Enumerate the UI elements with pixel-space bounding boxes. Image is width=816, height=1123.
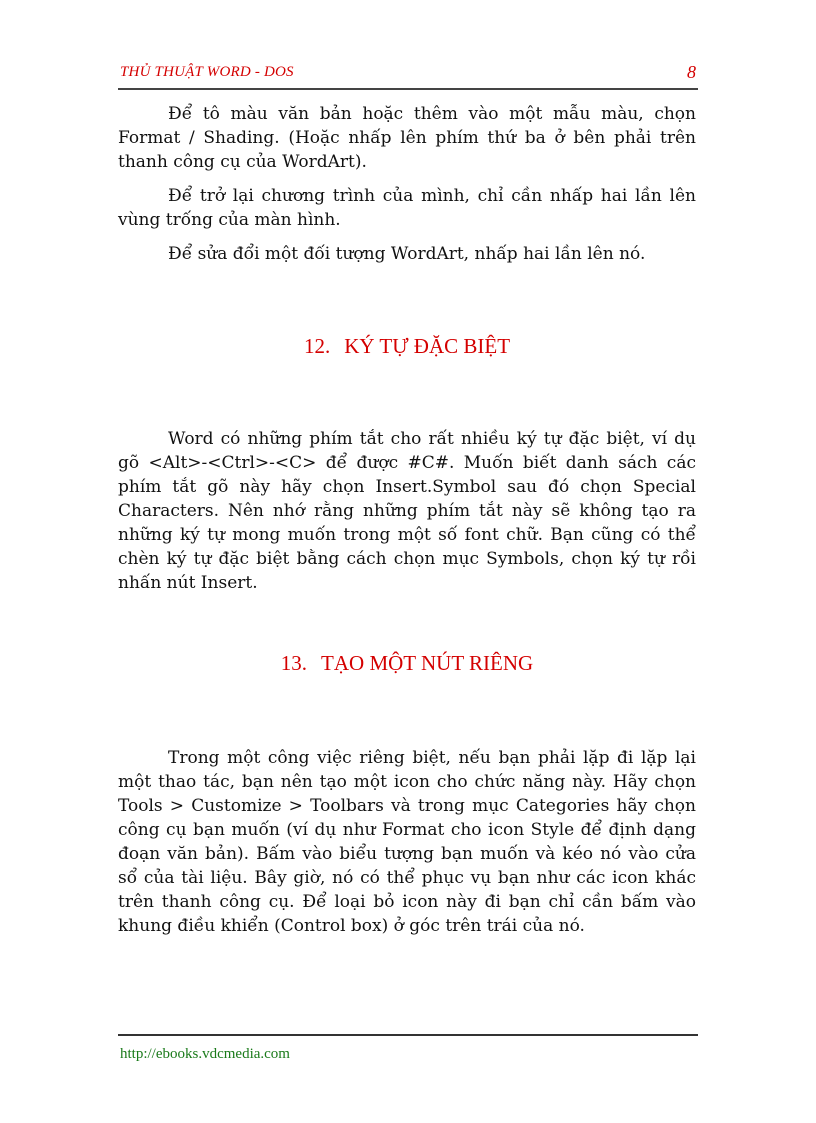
section-13-number: 13.: [280, 651, 308, 675]
intro-paragraph-3: Để sửa đổi một đối tượng WordArt, nhấp hai lần lên nó.: [168, 244, 646, 264]
section-13-title: TẠO MỘT NÚT RIÊNG: [321, 651, 534, 675]
page-number: 8: [687, 62, 696, 82]
page-header: [118, 62, 698, 90]
section-12-number: 12.: [303, 334, 331, 358]
page-body: [118, 102, 696, 938]
page-footer: [118, 1034, 698, 1062]
section-12-title: KÝ TỰ ĐẶC BIỆT: [344, 334, 511, 358]
intro-paragraph-2: Để trở lại chương trình của mình, chỉ cần nhấp hai lần lên vùng trống của màn hình.: [118, 186, 696, 230]
intro-paragraph-1: Để tô màu văn bản hoặc thêm vào một mẫu màu, chọn Format / Shading. (Hoặc nhấp lên phím thứ ba ở bên phải trên thanh công cụ của WordArt).: [118, 104, 696, 172]
section-13-paragraph: Trong một công việc riêng biệt, nếu bạn phải lặp đi lặp lại một thao tác, bạn nên tạo một icon cho chức năng này. Hãy chọn Tools > Customize > Toolbars và trong mục Categories hãy chọn công cụ bạn muốn (ví dụ như Format cho icon Style để định dạng đoạn văn bản). Bấm vào biểu tượng bạn muốn và kéo nó vào cửa sổ của tài liệu. Bây giờ, nó có thể phục vụ bạn như các icon khác trên thanh công cụ. Để loại bỏ icon này đi bạn chỉ cần bấm vào khung điều khiển (Control box) ở góc trên trái của nó.: [118, 748, 696, 936]
header-title: THỦ THUẬT WORD - DOS: [120, 64, 294, 80]
section-13-heading: [118, 651, 696, 676]
footer-url-link[interactable]: http://ebooks.vdcmedia.com: [120, 1046, 290, 1062]
section-12-heading: [118, 334, 696, 359]
section-12-paragraph: Word có những phím tắt cho rất nhiều ký tự đặc biệt, ví dụ gõ <Alt>-<Ctrl>-<C> để được #C#. Muốn biết danh sách các phím tắt gõ này hãy chọn Insert.Symbol sau đó chọn Special Characters. Nên nhớ rằng những phím tắt này sẽ không tạo ra những ký tự mong muốn trong một số font chữ. Bạn cũng có thể chèn ký tự đặc biệt bằng cách chọn mục Symbols, chọn ký tự rồi nhấn nút Insert.: [118, 429, 696, 593]
